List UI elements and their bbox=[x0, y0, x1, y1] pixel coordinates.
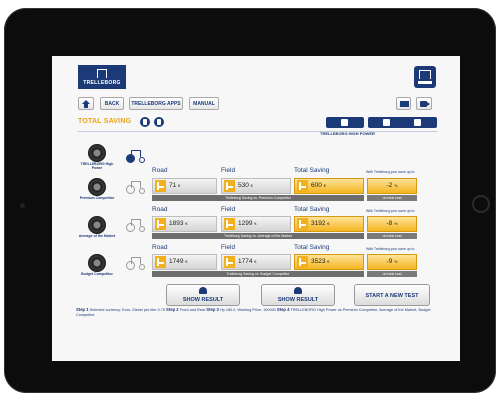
step2-label: Step 2 bbox=[166, 307, 179, 312]
total-saving-column-header: Total Saving bbox=[294, 244, 330, 251]
steps-summary bbox=[76, 307, 438, 318]
percent-value: -2 bbox=[386, 182, 393, 189]
reference-tractor-icon bbox=[125, 149, 147, 163]
percent-unit: % bbox=[394, 259, 398, 264]
total-unit: € bbox=[323, 183, 326, 188]
coin-icon bbox=[224, 218, 235, 230]
home-icon bbox=[82, 100, 90, 108]
total-saving-cell bbox=[294, 216, 364, 232]
title-separator bbox=[78, 131, 438, 132]
show-result-label: SHOW RESULT bbox=[277, 297, 319, 303]
field-value: 530 bbox=[238, 182, 249, 189]
info-icon[interactable] bbox=[154, 117, 164, 127]
total-cost-bar: on total cost bbox=[367, 195, 417, 201]
navigation-bar bbox=[78, 97, 438, 113]
comparison-bar: Trelleborg Saving vs. Budget Competitor bbox=[152, 271, 364, 277]
competitor-tyre-icon bbox=[88, 216, 106, 234]
road-value: 1893 bbox=[169, 220, 184, 227]
with-trelleborg-header: With Trelleborg your save up to bbox=[366, 247, 415, 251]
tablet-frame bbox=[4, 8, 496, 393]
field-unit: € bbox=[254, 259, 257, 264]
step2-text: Front and Rear bbox=[179, 308, 206, 312]
road-saving-cell bbox=[152, 178, 217, 194]
document-icon bbox=[341, 119, 348, 126]
coin-icon bbox=[297, 180, 308, 192]
show-result-label: SHOW RESULT bbox=[182, 297, 224, 303]
share-button[interactable] bbox=[399, 117, 437, 128]
tractor-icon bbox=[125, 218, 147, 232]
step3-text: Hp 180.0, Working Price: 100000 bbox=[219, 308, 276, 312]
step3-label: Step 3 bbox=[206, 307, 219, 312]
result-icon bbox=[294, 287, 302, 294]
field-saving-cell bbox=[221, 216, 291, 232]
road-saving-cell bbox=[152, 254, 217, 270]
logo-mark-icon bbox=[97, 69, 107, 78]
road-column-header: Road bbox=[152, 206, 168, 213]
total-value: 600 bbox=[311, 182, 322, 189]
field-value: 1299 bbox=[238, 220, 253, 227]
field-saving-cell bbox=[221, 254, 291, 270]
tyre-selector-icon[interactable] bbox=[140, 117, 150, 127]
total-saving-column-header: Total Saving bbox=[294, 206, 330, 213]
percent-saving-cell bbox=[367, 178, 417, 194]
road-value: 1749 bbox=[169, 258, 184, 265]
field-column-header: Field bbox=[221, 206, 236, 213]
back-button[interactable]: BACK bbox=[100, 97, 124, 110]
tablet-home-button[interactable] bbox=[472, 195, 490, 213]
total-saving-column-header: Total Saving bbox=[294, 167, 330, 174]
road-column-header: Road bbox=[152, 244, 168, 251]
road-saving-cell bbox=[152, 216, 217, 232]
total-cost-bar: on total cost bbox=[367, 271, 417, 277]
coin-icon bbox=[155, 180, 166, 192]
coin-icon bbox=[297, 218, 308, 230]
app-screen bbox=[52, 56, 460, 361]
step4-label: Step 4 bbox=[276, 307, 290, 312]
coin-icon bbox=[297, 256, 308, 268]
coin-icon bbox=[155, 218, 166, 230]
coin-icon bbox=[224, 256, 235, 268]
front-camera bbox=[20, 203, 25, 208]
field-column-header: Field bbox=[221, 244, 236, 251]
percent-saving-cell bbox=[367, 216, 417, 232]
competitor-tyre-icon bbox=[88, 178, 106, 196]
with-trelleborg-header: With Trelleborg your save up to bbox=[366, 209, 415, 213]
percent-value: -8 bbox=[386, 220, 393, 227]
total-value: 3192 bbox=[311, 220, 326, 227]
email-button[interactable] bbox=[396, 97, 411, 110]
logo-text: TRELLEBORG bbox=[83, 80, 121, 86]
with-trelleborg-header: With Trelleborg your save up to bbox=[366, 170, 415, 174]
step4-text: TRELLEBORG High Power vs Premium Competitor, Average of the Market, Budget Competitor bbox=[76, 308, 431, 317]
road-unit: € bbox=[185, 259, 188, 264]
trelleborg-logo bbox=[78, 65, 126, 89]
road-column-header: Road bbox=[152, 167, 168, 174]
mail-icon bbox=[400, 101, 409, 107]
road-value: 71 bbox=[169, 182, 177, 189]
field-unit: € bbox=[250, 183, 253, 188]
total-unit: € bbox=[327, 259, 330, 264]
coin-icon bbox=[155, 256, 166, 268]
coin-icon bbox=[224, 180, 235, 192]
tractor-icon bbox=[125, 256, 147, 270]
start-new-test-button[interactable] bbox=[354, 284, 430, 306]
percent-unit: % bbox=[394, 221, 398, 226]
video-button[interactable] bbox=[416, 97, 432, 110]
reference-tyre-icon bbox=[88, 144, 106, 162]
percent-unit: % bbox=[394, 183, 398, 188]
download-icon bbox=[383, 119, 390, 126]
show-result-button[interactable] bbox=[166, 284, 240, 306]
competitor-tyre-label: Premium Competitor bbox=[79, 196, 115, 200]
field-column-header: Field bbox=[221, 167, 236, 174]
total-saving-cell bbox=[294, 178, 364, 194]
total-unit: € bbox=[327, 221, 330, 226]
start-new-test-label: START A NEW TEST bbox=[365, 293, 419, 299]
step1-label: Step 1 bbox=[76, 307, 89, 312]
document-button[interactable] bbox=[326, 117, 364, 128]
home-button[interactable] bbox=[78, 97, 94, 110]
comparison-bar: Trelleborg Saving vs. Premium Competitor bbox=[152, 195, 364, 201]
field-value: 1774 bbox=[238, 258, 253, 265]
total-value: 3523 bbox=[311, 258, 326, 265]
road-unit: € bbox=[185, 221, 188, 226]
tractor-icon bbox=[125, 180, 147, 194]
percent-value: -9 bbox=[386, 258, 393, 265]
show-result-button-2[interactable] bbox=[261, 284, 335, 306]
percent-saving-cell bbox=[367, 254, 417, 270]
page-title: TOTAL SAVING bbox=[78, 118, 132, 125]
competitor-tyre-label: Budget Competitor bbox=[81, 272, 113, 276]
reference-tyre-label: TRELLEBORG High Power bbox=[80, 162, 114, 170]
share-icon bbox=[414, 119, 421, 126]
competitor-tyre-label: Average of the Market bbox=[78, 234, 116, 238]
video-camera-icon bbox=[420, 101, 427, 107]
field-unit: € bbox=[254, 221, 257, 226]
competitor-tyre-icon bbox=[88, 254, 106, 272]
trelleborg-apps-button[interactable]: TRELLEBORG APPS bbox=[129, 97, 183, 110]
app-corner-icon[interactable] bbox=[414, 66, 436, 88]
tyre-pressure-label: TRELLEBORG HIGH POWER bbox=[320, 131, 375, 136]
step1-text: Selected currency: Euro, Diesel per litre 0.75 bbox=[89, 308, 165, 312]
comparison-bar: Trelleborg Saving vs. Average of the Market bbox=[152, 233, 364, 239]
field-saving-cell bbox=[221, 178, 291, 194]
result-icon bbox=[199, 287, 207, 294]
total-cost-bar: on total cost bbox=[367, 233, 417, 239]
road-unit: € bbox=[178, 183, 181, 188]
total-saving-cell bbox=[294, 254, 364, 270]
manual-button[interactable]: MANUAL bbox=[189, 97, 219, 110]
